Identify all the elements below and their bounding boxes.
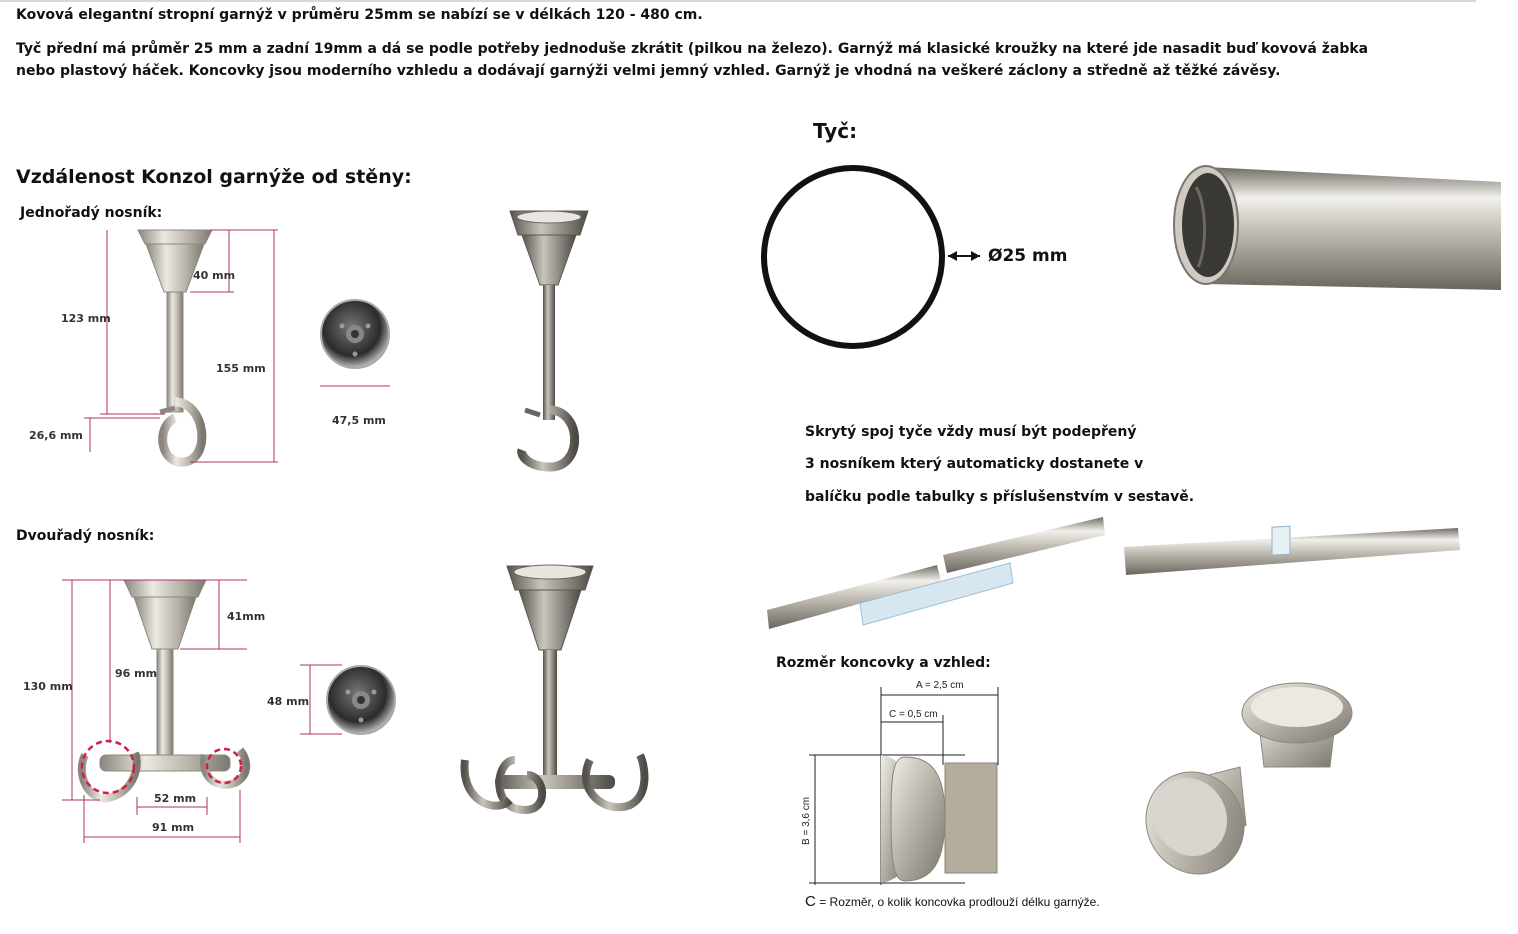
rod-diameter-label: Ø25 mm [988,246,1068,266]
double-dim-outer: 91 mm [152,821,195,834]
top-divider [0,0,1476,2]
rod-section-title: Tyč: [813,119,858,143]
endcap-section-title: Rozměr koncovky a vzhled: [776,655,991,671]
endcap-dim-b: B = 3,6 cm [801,796,812,845]
endcap-caption [805,893,1100,910]
rod-photo [1166,162,1506,292]
single-dim-hook: 26,6 mm [29,429,83,442]
single-bracket-photo [500,205,590,475]
endcap-dim-a: A = 2,5 cm [916,680,964,691]
endcap-caption-text: = Rozměr, o kolik koncovka prodlouží délku garnýže. [819,895,1100,909]
double-bracket-drawing [82,580,246,798]
rod-note-line-2: 3 nosníkem který automaticky dostanete v [805,456,1144,472]
description-text: Tyč přední má průměr 25 mm a zadní 19mm a dá se podle potřeby jednoduše zkrátit (pilkou na železo). Garnýž má klasické kroužky na které jde nasadit buď kovová žabka nebo plastový háček. Koncovky jsou moderního vzhledu a dodávají garnýži velmi jemný vzhled. Garnýž je vhodná na veškeré záclony a středně až těžké závěsy. [16,41,1369,79]
double-dim-top: 41mm [227,610,266,623]
double-dim-inner: 52 mm [154,792,197,805]
single-dim-top: 40 mm [193,269,236,282]
intro-text: Kovová elegantní stropní garnýž v průměru 25mm se nabízí se v délkách 120 - 480 cm. [16,7,703,23]
rod-joint-photo-open [765,515,1110,635]
endcap-caption-letter: C [805,893,816,910]
endcap-diagram [795,675,1095,900]
rod-note-line-1: Skrytý spoj tyče vždy musí být podepřený [805,424,1137,440]
double-bracket-photo [455,560,655,820]
single-bracket-drawing [138,230,212,462]
endcap-photo [1140,675,1360,885]
single-dim-base: 47,5 mm [332,414,386,427]
double-dim-rod: 96 mm [115,667,158,680]
rod-note-line-3: balíčku podle tabulky s příslušenstvím v sestavě. [805,489,1195,505]
endcap-dim-c: C = 0,5 cm [889,709,938,720]
rod-cross-section [755,160,1095,360]
single-dim-total: 155 mm [216,362,266,375]
rod-joint-photo-closed [1122,525,1462,585]
single-base-plate [312,296,402,436]
double-dim-total: 130 mm [23,680,73,693]
double-base-plate [262,660,402,740]
double-dim-base: 48 mm [267,695,310,708]
double-bracket-label: Dvouřadý nosník: [16,528,155,544]
single-bracket-diagram [0,222,300,472]
single-bracket-label: Jednořadý nosník: [20,205,163,221]
double-bracket-diagram [0,575,300,845]
single-dim-rod: 123 mm [61,312,111,325]
bracket-section-title: Vzdálenost Konzol garnýže od stěny: [16,166,412,188]
